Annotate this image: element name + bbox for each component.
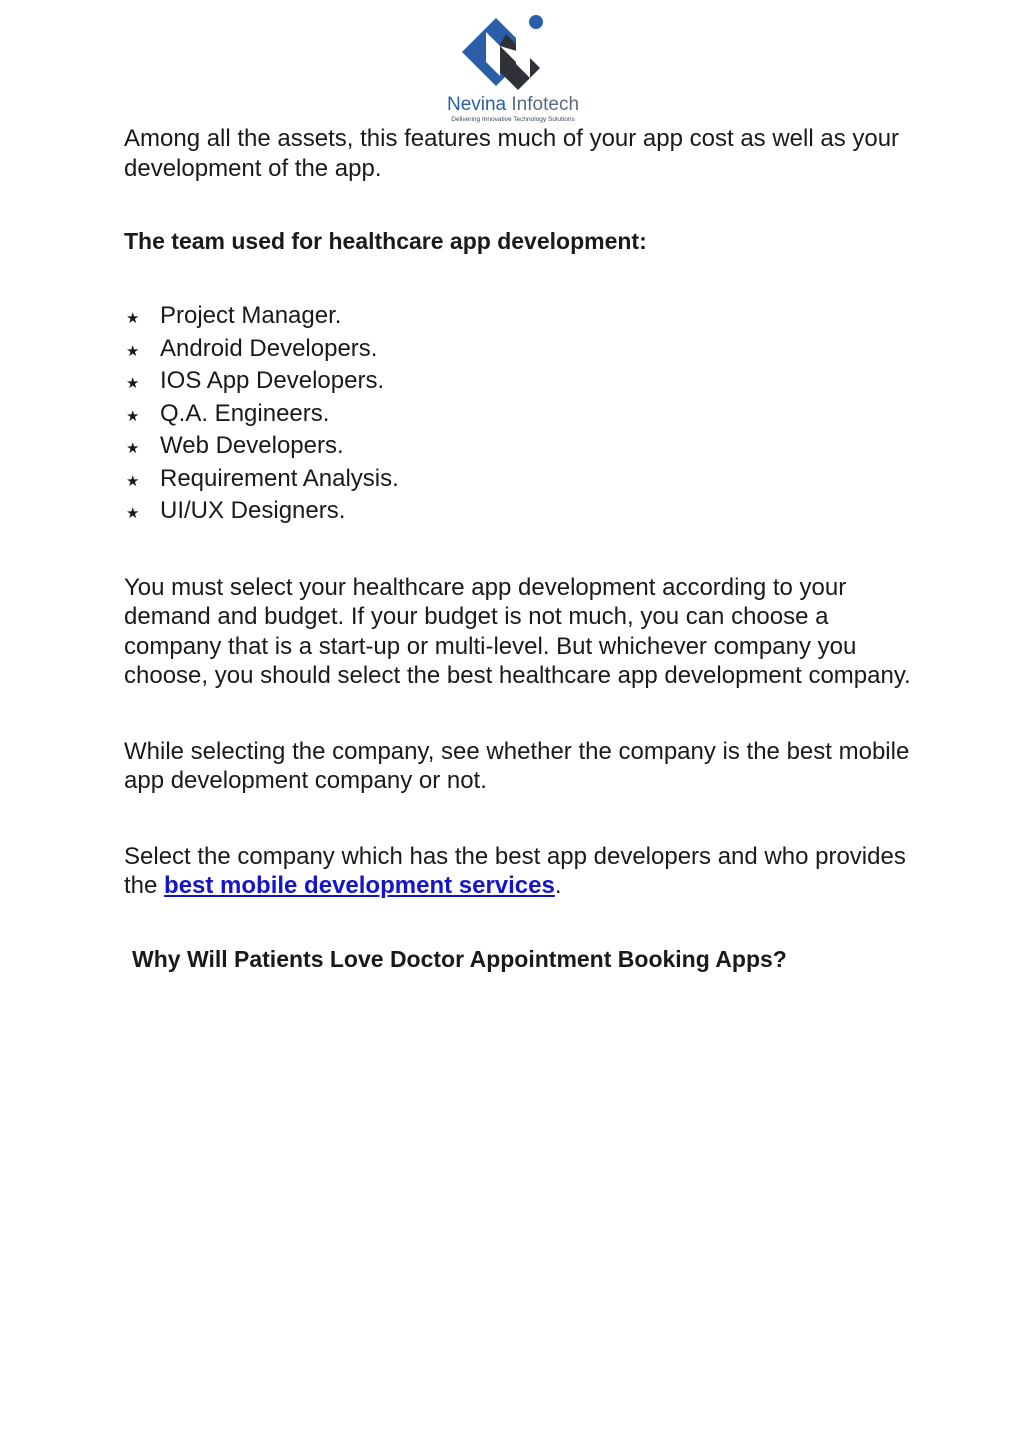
star-bullet-icon: ★ bbox=[126, 505, 140, 522]
list-item-label: Android Developers. bbox=[160, 334, 378, 362]
intro-paragraph: Among all the assets, this features much of your app cost as well as your development of the app. bbox=[124, 125, 900, 182]
document-body bbox=[124, 124, 914, 974]
team-list bbox=[124, 301, 914, 529]
mobile-development-services-link[interactable]: best mobile development services bbox=[164, 872, 555, 899]
logo-brand-first: Nevina bbox=[446, 94, 507, 115]
recommendation-end: . bbox=[554, 872, 562, 899]
criteria-paragraph: While selecting the company, see whether the company is the best mobile app development company or not. bbox=[124, 737, 910, 794]
logo-brand-text bbox=[418, 95, 608, 115]
star-bullet-icon: ★ bbox=[126, 310, 140, 327]
team-heading: The team used for healthcare app development: bbox=[124, 228, 647, 254]
logo-brand-second: Infotech bbox=[511, 94, 580, 115]
star-bullet-icon: ★ bbox=[126, 342, 140, 360]
recommendation-paragraph bbox=[124, 842, 914, 901]
section-heading: Why Will Patients Love Doctor Appointment Booking Apps? bbox=[132, 945, 787, 972]
list-item bbox=[124, 464, 914, 497]
selection-paragraph: You must select your healthcare app development according to your demand and budget. If your budget is not much, you can choose a company that is a start-up or multi-level. But whichever company you choose, you should select the best healthcare app development company. bbox=[124, 573, 911, 689]
list-item-label: IOS App Developers. bbox=[160, 367, 385, 394]
star-bullet-icon: ★ bbox=[126, 472, 140, 490]
list-item-label: Requirement Analysis. bbox=[160, 464, 399, 492]
star-bullet-icon: ★ bbox=[126, 440, 140, 457]
recommendation-text: Select the company which has the best app developers and who provides the bbox=[124, 842, 906, 899]
list-item bbox=[124, 301, 914, 334]
logo-mark-icon bbox=[460, 12, 566, 96]
list-item-label: Project Manager. bbox=[160, 302, 342, 329]
list-item-label: UI/UX Designers. bbox=[160, 497, 346, 524]
logo-tagline: Delivering Innovative Technology Solutions bbox=[451, 116, 575, 123]
company-logo bbox=[418, 12, 608, 124]
list-item bbox=[124, 334, 914, 367]
list-item bbox=[124, 496, 914, 529]
star-bullet-icon: ★ bbox=[126, 407, 140, 425]
list-item bbox=[124, 366, 914, 399]
list-item bbox=[124, 399, 914, 432]
list-item bbox=[124, 431, 914, 464]
list-item-label: Q.A. Engineers. bbox=[160, 399, 330, 427]
list-item-label: Web Developers. bbox=[160, 432, 344, 459]
star-bullet-icon: ★ bbox=[126, 375, 140, 392]
